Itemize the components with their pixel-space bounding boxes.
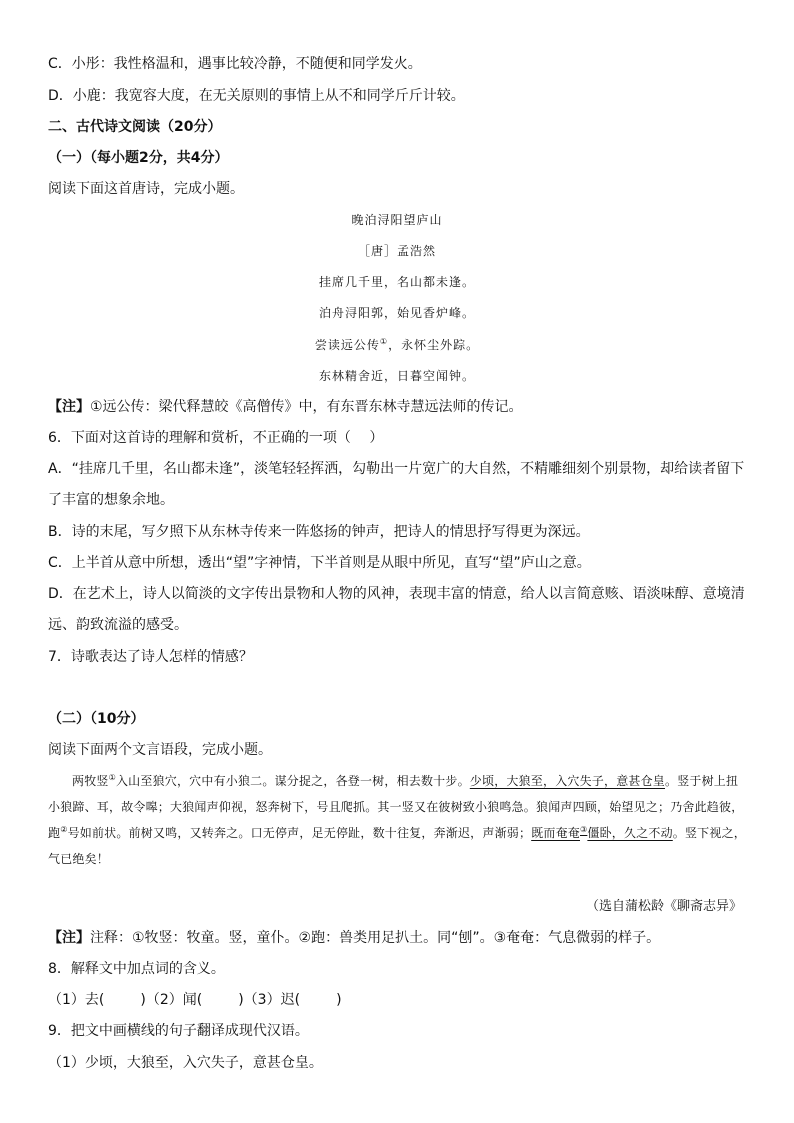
q6-option-d-line1: D．在艺术上，诗人以简淡的文字传出景物和人物的风神，表现丰富的情意，给人以言简意赅、语淡味醇、意境清 xyxy=(48,586,745,602)
underlined-sentence-2b: 僵卧，久之不动 xyxy=(587,826,673,840)
poem-line-3a: 尝读远公传 xyxy=(314,338,380,352)
poem-author: ［唐］孟浩然 xyxy=(357,244,436,258)
passage-text-5: 。竖下视之，气已绝矣！ xyxy=(48,826,746,866)
passage-text-1: 两牧竖 xyxy=(72,774,109,788)
part1-title: （一）（每小题2分，共4分） xyxy=(48,150,229,166)
passage-text-2: 入山至狼穴，穴中有小狼二。谋分捉之，各登一树，相去数十步。 xyxy=(115,774,470,788)
q8-stem: 8．解释文中加点词的含义。 xyxy=(48,961,225,977)
passage-note-label: 【注】 xyxy=(48,930,90,946)
poem-note-label: 【注】 xyxy=(48,399,90,415)
poem-line-3 xyxy=(0,336,794,354)
passage-note-marker-1: ① xyxy=(108,773,116,782)
classical-passage xyxy=(48,768,750,872)
q7-stem: 7．诗歌表达了诗人怎样的情感？ xyxy=(48,649,253,665)
q8-items xyxy=(48,990,342,1010)
q8-item-end: ) xyxy=(336,992,342,1008)
underlined-sentence-2a: 既而奄奄 xyxy=(531,826,580,840)
poem-note-text: ①远公传：梁代释慧皎《高僧传》中，有东晋东林寺慧远法师的传记。 xyxy=(90,399,523,415)
poem-line-1: 挂席几千里，名山都未逢。 xyxy=(318,275,475,289)
poem-line-3b: ，永怀尘外踪。 xyxy=(388,338,480,352)
poem-line-2: 泊舟浔阳郭，始见香炉峰。 xyxy=(318,306,475,320)
passage-note xyxy=(48,928,660,948)
q8-item-1: （1）去( xyxy=(48,992,105,1008)
underlined-sentence-1: 少顷，大狼至，入穴失子，意甚仓皇 xyxy=(469,774,665,788)
poem-title: 晚泊浔阳望庐山 xyxy=(351,213,443,227)
q6-option-a-line2: 了丰富的想象余地。 xyxy=(48,492,174,508)
q6-option-a-line1: A．“挂席几千里，名山都未逢”，淡笔轻轻挥洒，勾勒出一片宽广的大自然，不精雕细刻个别景物，却给读者留下 xyxy=(48,461,745,477)
passage-note-marker-3: ③ xyxy=(580,825,588,834)
poem-line-4: 东林精舍近，日暮空闻钟。 xyxy=(318,369,475,383)
q8-item-2: )（2）闻( xyxy=(140,992,203,1008)
q8-item-3: )（3）迟( xyxy=(238,992,301,1008)
passage-note-marker-2: ② xyxy=(60,825,68,834)
part1-instruction: 阅读下面这首唐诗，完成小题。 xyxy=(48,181,244,197)
poem-note xyxy=(48,397,523,417)
section-title: 二、古代诗文阅读（20分） xyxy=(48,119,222,135)
option-d: D．小鹿：我宽容大度，在无关原则的事情上从不和同学斤斤计较。 xyxy=(48,88,465,104)
passage-source: （选自蒲松龄《聊斋志异》 xyxy=(585,899,742,914)
q6-option-b: B．诗的末尾，写夕照下从东林寺传来一阵悠扬的钟声，把诗人的情思抒写得更为深远。 xyxy=(48,524,590,540)
q6-option-d-line2: 远、韵致流溢的感受。 xyxy=(48,617,188,633)
part2-instruction: 阅读下面两个文言语段，完成小题。 xyxy=(48,742,272,758)
part2-title: （二）（10分） xyxy=(48,711,145,727)
option-c: C．小彤：我性格温和，遇事比较冷静，不随便和同学发火。 xyxy=(48,56,422,72)
q6-option-c: C．上半首从意中所想，透出“望”字神情，下半首则是从眼中所见，直写“望”庐山之意。 xyxy=(48,555,591,571)
q9-sentence-1: （1）少顷，大狼至，入穴失子，意甚仓皇。 xyxy=(48,1055,323,1071)
poem-note-marker: ① xyxy=(379,337,389,346)
passage-text-3: 。竖于树上扭小狼蹄、耳，故令嗥；大狼闻声仰视，怒奔树下，号且爬抓。其一竖又在彼树致小狼鸣急。狼闻声四顾，始望见之；乃舍此趋彼，跑 xyxy=(48,774,744,840)
q6-stem: 6．下面对这首诗的理解和赏析，不正确的一项（ ） xyxy=(48,430,384,446)
q9-stem: 9．把文中画横线的句子翻译成现代汉语。 xyxy=(48,1023,309,1039)
passage-note-text: 注释：①牧竖：牧童。竖，童仆。②跑：兽类用足扒土。同“刨”。③奄奄：气息微弱的样子。 xyxy=(90,930,661,946)
passage-text-4: 号如前状。前树又鸣，又转奔之。口无停声，足无停趾，数十往复，奔渐迟，声渐弱； xyxy=(67,826,532,840)
